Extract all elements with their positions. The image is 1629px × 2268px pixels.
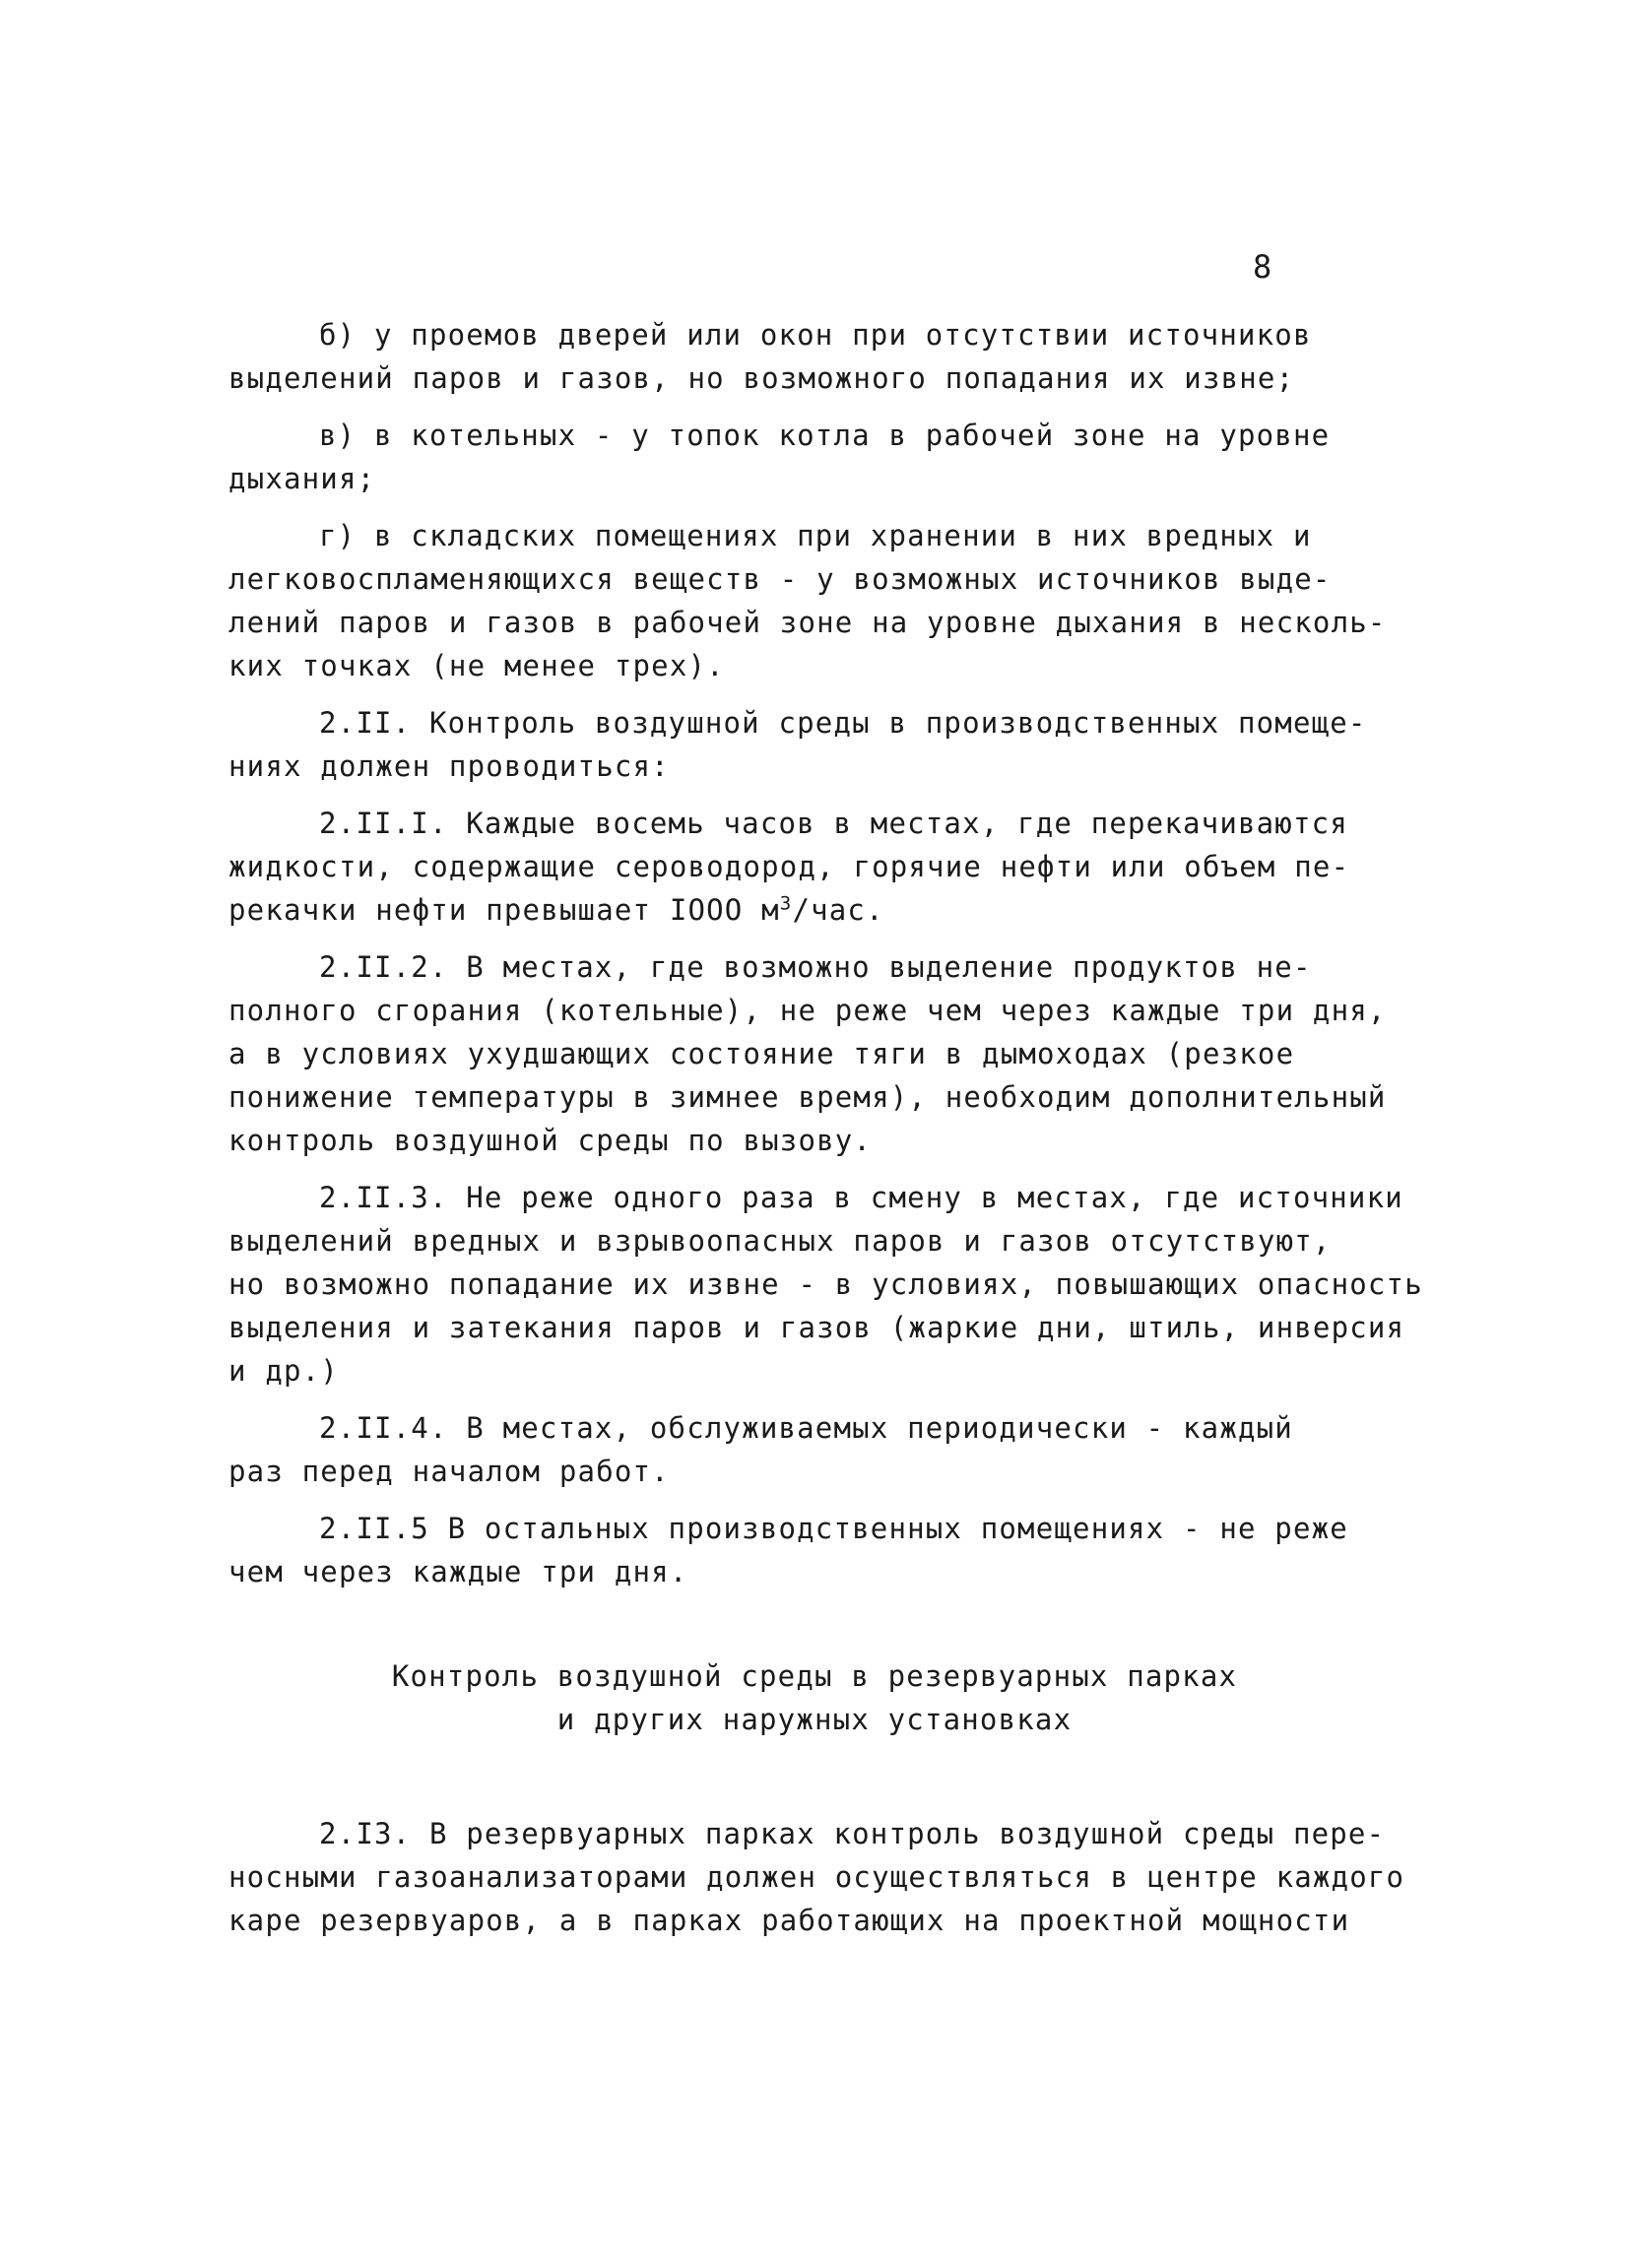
- paragraph-2-11-3: [228, 1176, 1423, 1393]
- text-line: 2.II.4. В местах, обслуживаемых периодически - каждый: [319, 1411, 1293, 1445]
- heading-line: и других наружных установках: [556, 1703, 1073, 1736]
- paragraph-item-v: [228, 414, 1401, 500]
- text-line: легковоспламеняющихся веществ - у возможных источников выде-: [228, 562, 1332, 596]
- paragraph-2-11-2: [228, 945, 1401, 1162]
- text-line: жидкости, содержащие сероводород, горячие нефти или объем пе-: [228, 850, 1350, 883]
- text-line: 2.II.2. В местах, где возможно выделение продуктов не-: [319, 950, 1312, 984]
- text-line: дыхания;: [228, 462, 376, 495]
- text-line: ких точках (не менее трех).: [228, 649, 725, 682]
- text-line: 2.I3. В резервуарных парках контроль воздушной среды пере-: [319, 1817, 1386, 1850]
- text-line: выделения и затекания паров и газов (жаркие дни, штиль, инверсия: [228, 1311, 1405, 1344]
- text-line: каре резервуаров, а в парках работающих на проектной мощности: [228, 1904, 1350, 1937]
- text-line: а в условиях ухудшающих состояние тяги в дымоходах (резкое: [228, 1037, 1295, 1070]
- text-line: выделений паров и газов, но возможного попадания их извне;: [228, 361, 1295, 395]
- paragraph-2-11-5: [228, 1507, 1401, 1593]
- unit-tail: /час.: [792, 893, 884, 927]
- section-heading: [228, 1654, 1401, 1741]
- text-line: носными газоанализаторами должен осуществляться в центре каждого: [228, 1860, 1405, 1894]
- text-line: 2.II.3. Не реже одного раза в смену в местах, где источники: [319, 1181, 1403, 1214]
- text-line: полного сгорания (котельные), не реже чем через каждые три дня,: [228, 994, 1387, 1027]
- text-line: но возможно попадание их извне - в условиях, повышающих опасность: [228, 1267, 1423, 1301]
- page-number: 8: [1253, 248, 1273, 286]
- text-line: 2.II.I. Каждые восемь часов в местах, где перекачиваются: [319, 807, 1348, 840]
- text-fragment: рекачки нефти превышает IOOO м: [228, 893, 780, 927]
- text-line: понижение температуры в зимнее время), необходим дополнительный: [228, 1080, 1387, 1114]
- text-line: г) в складских помещениях при хранении в них вредных и: [319, 519, 1312, 552]
- paragraph-2-11: [228, 701, 1401, 788]
- text-line: ниях должен проводиться:: [228, 749, 670, 783]
- paragraph-item-b: [228, 313, 1401, 400]
- document-body: [228, 313, 1423, 1956]
- paragraph-item-g: [228, 514, 1401, 687]
- text-line: чем через каждые три дня.: [228, 1555, 688, 1588]
- text-line: контроль воздушной среды по вызову.: [228, 1124, 873, 1157]
- text-line-with-unit: [228, 888, 1401, 932]
- text-line: 2.II. Контроль воздушной среды в производственных помеще-: [319, 706, 1367, 740]
- text-line: б) у проемов дверей или окон при отсутствии источников: [319, 318, 1312, 352]
- heading-line: Контроль воздушной среды в резервуарных парках: [391, 1659, 1238, 1693]
- paragraph-2-11-4: [228, 1406, 1401, 1493]
- paragraph-2-11-1: [228, 802, 1401, 932]
- paragraph-2-13: [228, 1812, 1405, 1942]
- text-line: в) в котельных - у топок котла в рабочей зоне на уровне: [319, 419, 1331, 452]
- text-line: выделений вредных и взрывоопасных паров и газов отсутствуют,: [228, 1224, 1332, 1258]
- text-line: 2.II.5 В остальных производственных помещениях - не реже: [319, 1512, 1348, 1545]
- text-line: лений паров и газов в рабочей зоне на уровне дыхания в несколь-: [228, 606, 1387, 639]
- unit-superscript: 3: [779, 892, 793, 915]
- text-line: раз перед началом работ.: [228, 1455, 670, 1488]
- text-line: и др.): [228, 1354, 339, 1388]
